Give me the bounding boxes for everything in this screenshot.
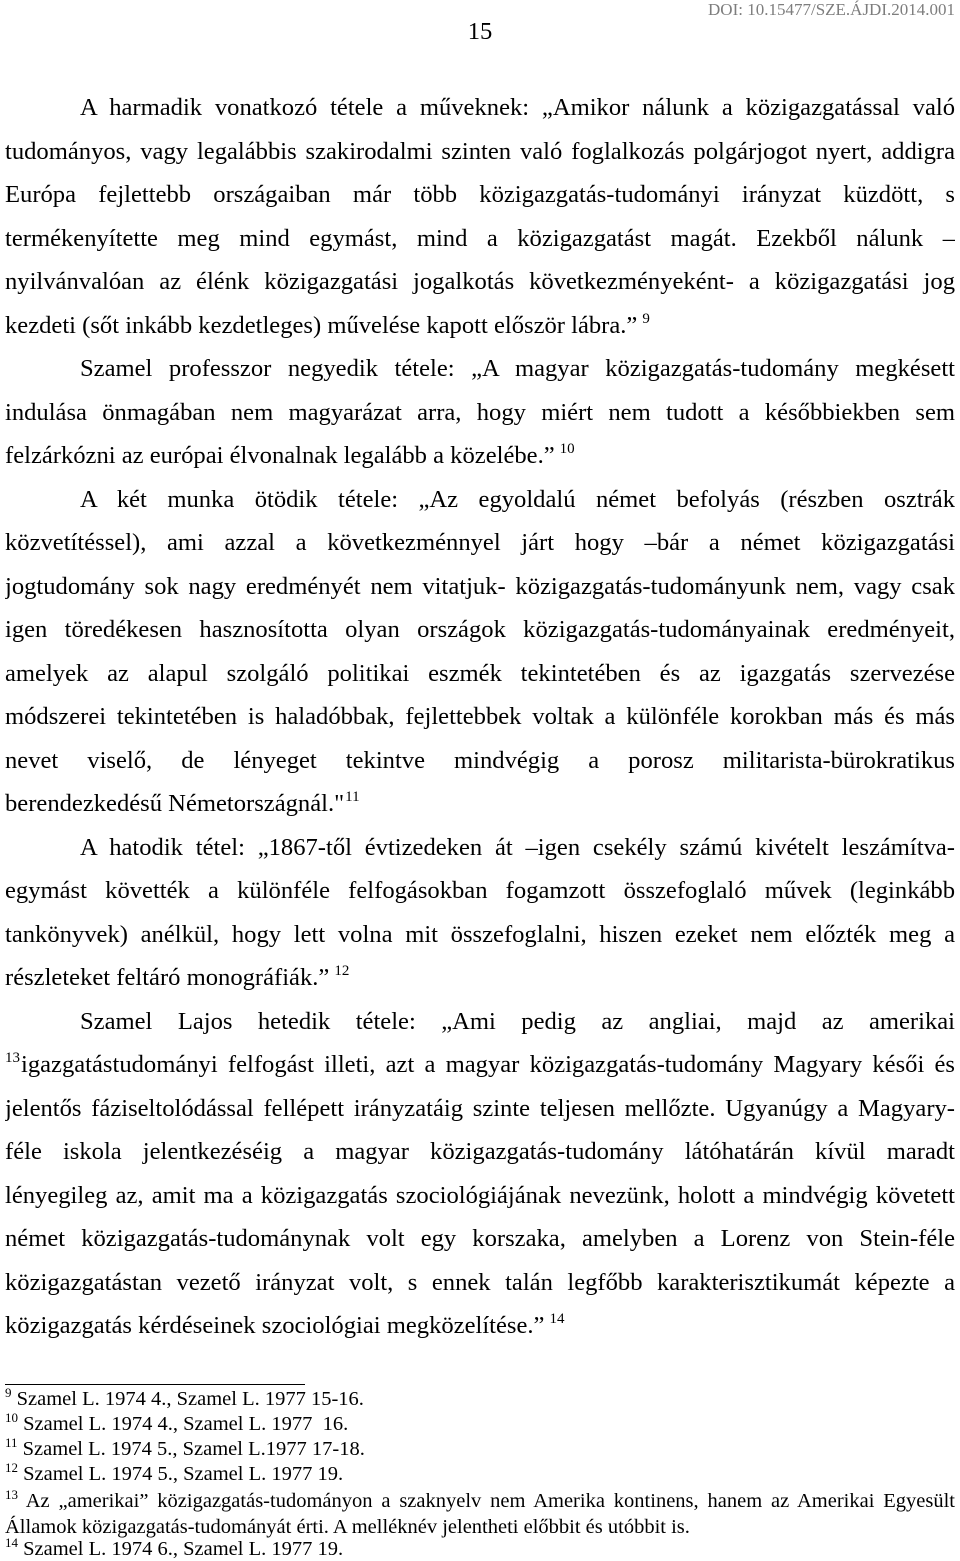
footnote-ref: 14 [549,1311,565,1328]
footnote-12 [5,1462,955,1486]
line-text: igazgatástudományi felfogást illeti, azt a magyar közigazgatás-tudomány Magyary késői és [21,1051,955,1079]
text-line [5,1043,955,1087]
text-line: módszerei tekintetében is haladóbbak, fejlettebbek voltak a különféle korokban más és más [5,703,955,731]
footnote-text: Szamel L. 1974 6., Szamel L. 1977 19. [23,1538,344,1560]
footnote-number: 14 [5,1537,18,1550]
text-line: Európa fejlettebb országaiban már több közigazgatás-tudományi irányzat küzdött, s [5,181,955,209]
text-line [5,956,955,1000]
text-line: tudományos, vagy legalábbis szakirodalmi szinten való foglalkozás polgárjogot nyert, addigra [5,137,955,165]
text-line: közigazgatástan vezető irányzat volt, s ennek talán legfőbb karakterisztikumát képezte a [5,1268,955,1296]
footnote-9 [5,1387,955,1411]
text-line: tankönyvek) anélkül, hogy lett volna mit összefoglalni, hiszen ezeket nem előzték meg a [5,920,955,948]
page-number: 15 [467,18,493,45]
footnote-text: Szamel L. 1974 5., Szamel L. 1977 19. [23,1463,344,1485]
text-line: nevet viselő, de lényeget tekintve mindvégig a porosz militarista-bürokratikus [5,746,955,774]
text-line: jogtudomány sok nagy eredményét nem vitatjuk- közigazgatás-tudományunk nem, vagy csak [5,572,955,600]
footnote-ref: 10 [559,441,575,458]
text-line: lényegileg az, amit ma a közigazgatás szociológiájának nevezünk, holott a mindvégig követett [5,1181,955,1209]
text-line: igen töredékesen hasznosította olyan országok közigazgatás-tudományainak eredményeit, [5,616,955,644]
text-line: Szamel professzor negyedik tétele: „A magyar közigazgatás-tudomány megkésett [80,355,955,383]
text-line: A két munka ötödik tétele: „Az egyoldalú német befolyás (részben osztrák [80,485,955,513]
paragraph-1 [5,86,955,347]
text-line [5,782,955,826]
text-line: A harmadik vonatkozó tétele a műveknek: „Amikor nálunk a közigazgatással való [80,94,955,122]
line-text: berendezkedésű Németországnál." [5,790,345,818]
footnote-13-continued [5,1515,955,1539]
text-line [5,434,955,478]
paragraph-2 [5,347,955,478]
line-text: felzárkózni az európai élvonalnak legalább a közelébe.” [5,442,555,470]
text-line: amelyek az alapul szolgáló politikai eszmék tekintetében és az igazgatás szervezése [5,659,955,687]
footnote-separator [5,1384,305,1385]
footnote-ref: 9 [642,310,650,327]
paragraph-4 [5,826,955,1000]
footnote-text: Szamel L. 1974 4., Szamel L. 1977 15-16. [16,1388,364,1410]
paragraph-3 [5,478,955,826]
text-line: nyilvánvalóan az élénk közigazgatási jogalkotás következményeként- a közigazgatási jog [5,268,955,296]
footnote-text: Államok közigazgatás-tudományát érti. A melléknév jelentheti előbbit és utóbbit is. [5,1516,690,1538]
text-line [5,1304,955,1348]
text-line: termékenyítette meg mind egymást, mind a közigazgatást magát. Ezekből nálunk – [5,224,955,252]
text-line: A hatodik tétel: „1867-től évtizedeken át –igen csekély számú kivételt leszámítva- [80,833,955,861]
footnote-text: Szamel L. 1974 5., Szamel L.1977 17-18. [22,1438,365,1460]
text-line: indulása önmagában nem magyarázat arra, hogy miért nem tudott a későbbiekben sem [5,398,955,426]
footnote-number: 12 [5,1462,18,1475]
body-text [5,86,955,1348]
footnote-text: Szamel L. 1974 4., Szamel L. 1977 16. [23,1413,349,1435]
footnote-ref: 12 [334,963,350,980]
text-line: féle iskola jelentkezéséig a magyar közigazgatás-tudomány látóhatárán kívül maradt [5,1138,955,1166]
footnote-number: 9 [5,1387,12,1400]
line-text: részleteket feltáró monográfiák.” [5,964,330,992]
line-text: közigazgatás kérdéseinek szociológiai megközelítése.” [5,1312,545,1340]
footnote-10 [5,1412,955,1436]
footnote-ref: 13 [5,1050,20,1067]
footnote-11 [5,1437,955,1461]
footnote-number: 13 [5,1489,18,1502]
footnote-text: Az „amerikai” közigazgatás-tudományon a szaknyelv nem Amerika kontinens, hanem az Amerikai Egyesült [25,1490,955,1512]
paragraph-5 [5,1000,955,1348]
text-line: egymást követték a különféle felfogásokban fogamzott összefoglaló művek (leginkább [5,877,955,905]
footnote-number: 11 [5,1437,18,1450]
text-line: közvetítéssel), ami azzal a következménnyel járt hogy –bár a német közigazgatási [5,529,955,557]
text-line [5,304,955,348]
footnote-13 [5,1489,955,1513]
line-text: kezdeti (sőt inkább kezdetleges) művelése kapott először lábra.” [5,311,638,339]
footnote-ref: 11 [345,789,360,806]
footnote-number: 10 [5,1412,18,1425]
text-line: jelentős fáziseltolódással fellépett irányzatáig szinte teljesen mellőzte. Ugyanúgy a Magyary- [5,1094,955,1122]
footnote-14 [5,1537,955,1561]
doi-label: DOI: 10.15477/SZE.ÁJDI.2014.001 [708,0,955,19]
text-line: Szamel Lajos hetedik tétele: „Ami pedig az angliai, majd az amerikai [80,1007,955,1035]
text-line: német közigazgatás-tudománynak volt egy korszaka, amelyben a Lorenz von Stein-féle [5,1225,955,1253]
